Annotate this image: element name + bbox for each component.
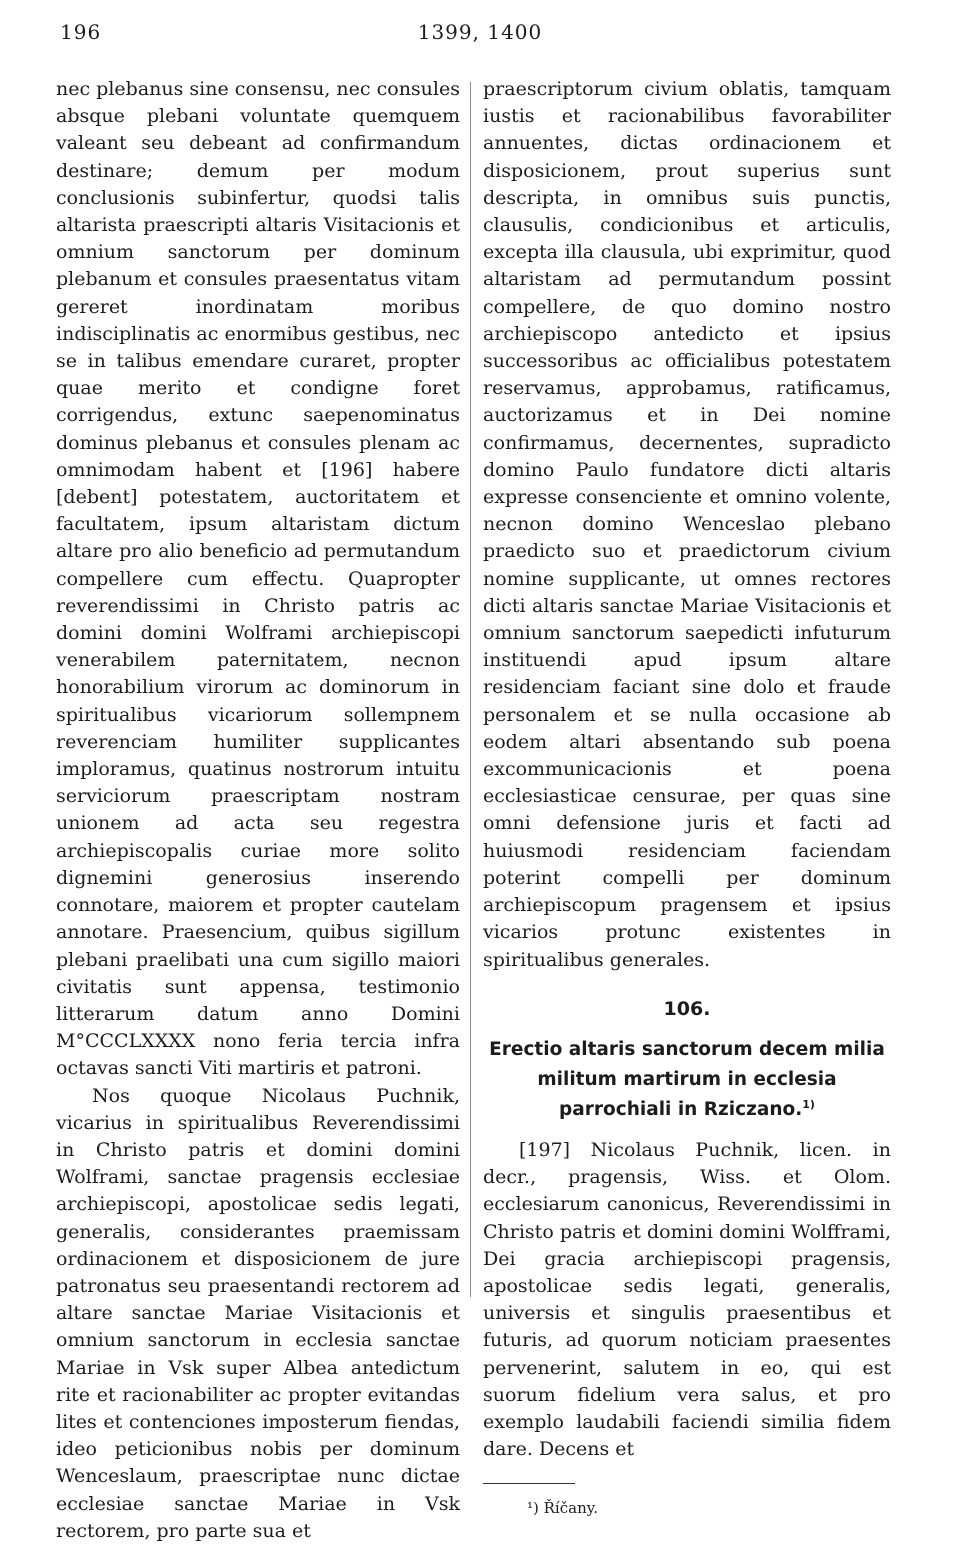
left-paragraph-1: nec plebanus sine consensu, nec consules absque plebani voluntate quemquem valeant seu debeant ad confirmandum destinare; demum per modum conclusionis subinfertur, quodsi talis altarista praescripti altaris Visitacionis et omnium sanctorum per dominum plebanum et consules praesentatus vitam gereret inordinatam moribus indisciplinatis ac enormibus gestibus, nec se in talibus emendare curaret, propter quae merito et condigne foret corrigendus, extunc saepenominatus dominus plebanus et consules plenam ac omnimodam habent et [196] habere [debent] potestatem, auctoritatem et facultatem, ipsum altaristam dictum altare pro alio beneficio ad permutandum compellere cum effectu. Quapropter reverendissimi in Christo patris ac domini domini Wolframi archiepiscopi venerabilem paternitatem, necnon honorabilium virorum ac dominorum in spiritualibus vicariorum sollempnem reverenciam humiliter supplicantes imploramus, quatinus nostrorum intuitu serviciorum praescriptam nostram unionem ad acta seu regestra archiepiscopalis curiae more solito dignemini generosius inserendo connotare, maiorem et propter cautelam annotare. Praesencium, quibus sigillum plebani praelibati una cum sigillo maiori civitatis sunt appensa, testimonio litterarum datum anno Domini M°CCCLXXXX nono feria tercia infra octavas sancti Viti martiris et patroni. [56, 78, 460, 1080]
right-paragraph-1: praescriptorum civium oblatis, tamquam iustis et racionabilibus favorabiliter annuentes, dictas ordinacionem et disposicionem, prout superius sunt descripta, in omnibus suis punctis, clausulis, condicionibus et articulis, excepta illa clausula, ubi exprimitur, quod altaristam ad permutandum possint compellere, de quo domino nostro archiepiscopo antedicto et ipsius successoribus ac officialibus potestatem reservamus, approbamus, ratificamus, auctorizamus et in Dei nomine confirmamus, decernentes, supradicto domino Paulo fundatore dicti altaris expresse consenciente et omnino volente, necnon domino Wenceslao plebano praedicto suo et praedictorum civium nomine supplicante, ut omnes rectores dicti altaris sanctae Mariae Visitacionis et omnium sanctorum saepedicti infuturum instituendi apud ipsum altare residenciam faciant sine dolo et fraude personalem et se nulla occasione ab eodem altari absentando sub poena excommunicacionis et poena ecclesiasticae censurae, per quas sine omni defensione juris et facti ad huiusmodi residenciam faciendam poterint compelli per dominum archiepiscopum pragensem et ipsius vicarios protunc existentes in spiritualibus generales. [483, 78, 891, 971]
footnote: ¹) Říčany. [527, 1499, 598, 1518]
footnote-rule [483, 1483, 575, 1484]
left-paragraph-2: Nos quoque Nicolaus Puchnik, vicarius in spiritualibus Reverendissimi in Christo patris et domini domini Wolframi, sanctae pragensis ecclesiae archiepiscopi, apostolicae sedis legati, generalis, considerantes praemissam ordinacionem et disposicionem de jure patronatus seu praesentandi rectorem ad altare sanctae Mariae Visitacionis et omnium sanctorum in ecclesia sanctae Mariae in Vsk super Albea antedictum rite et racionabiliter ac propter evitandas lites et contenciones imposterum fiendas, ideo peticionibus nobis per dominum Wenceslaum, praescriptae nunc dictae ecclesiae sanctae Mariae in Vsk rectorem, pro parte sua et [56, 1084, 460, 1542]
column-divider [470, 82, 471, 1297]
page-header [0, 20, 960, 60]
running-head: 1399, 1400 [417, 20, 543, 44]
document-number: 106. [663, 997, 711, 1020]
right-column [483, 76, 891, 1518]
footnote-marker: 1) [802, 1097, 815, 1111]
right-paragraph-2: [197] Nicolaus Puchnik, licen. in decr., pragensis, Wiss. et Olom. ecclesiarum canonicus, Reverendissimi in Christo patris et domini domini Wolfframi, Dei gracia archiepiscopi pragensis, apostolicae sedis legati, generalis, universis et singulis praesentibus et futuris, ad quorum noticiam praesentes pervenerint, salutem in eo, qui est suorum fidelium vera salus, et pro exemplo laudabili faciendi similia fidem dare. Decens et [483, 1138, 891, 1461]
document-title-text: Erectio altaris sanctorum decem milia militum martirum in ecclesia parrochiali in Rziczano. [489, 1038, 885, 1120]
page-number: 196 [60, 20, 102, 44]
document-title [483, 1035, 891, 1125]
left-column [56, 76, 460, 1545]
